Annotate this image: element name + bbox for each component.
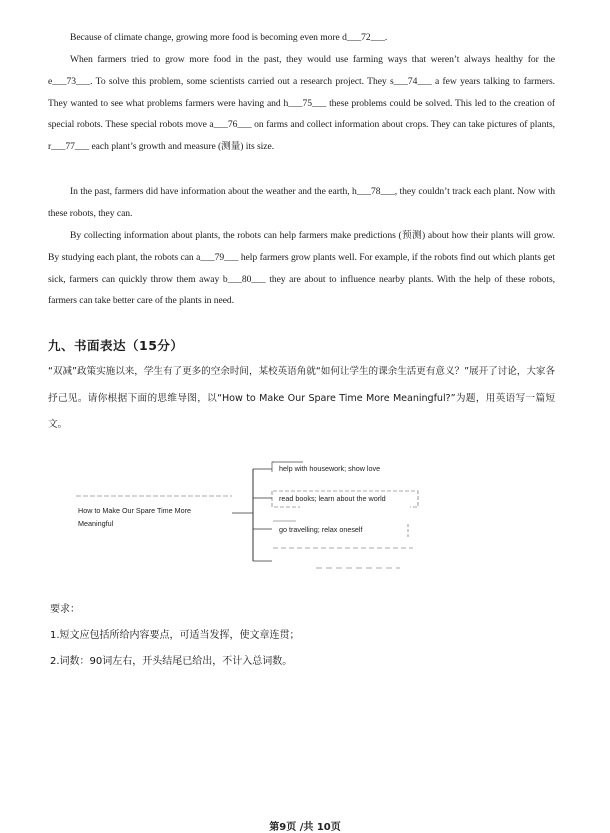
page-number: 第9页 /共 10页 [269,822,341,833]
requirement-item-2: 2.词数：90词左右，开头结尾已给出，不计入总词数。 [50,656,293,667]
requirements-title: 要求： [50,604,80,615]
passage-paragraph-2: When farmers tried to grow more food in the past, they would use farming ways that weren’t always healthy for the e___73___. To solve this problem, some scientists carried out a research project. They s___74___ a few years talking to farmers. They wanted to see what problems farmers were having and h___75___ these problems could be solved. This led to the creation of special robots. These special robots move a___76___ on farms and collect information about crops. They can take pictures of plants, r___77___ each plant’s growth and measure (测量) its size. [48,54,555,153]
section-heading: 九、书面表达（15分） [48,338,184,353]
requirement-item-1: 1.短文应包括所给内容要点，可适当发挥，使文章连贯； [50,630,300,641]
mind-map-center-text: How to Make Our Spare Time More Meaningful [78,506,192,528]
passage-paragraph-1: Because of climate change, growing more food is becoming even more d___72___. [70,32,388,43]
mind-map-branch-1: help with housework; show love [279,464,381,473]
mind-map-branch-2: read books; learn about the world [279,494,386,503]
writing-prompt: “双减”政策实施以来，学生有了更多的空余时间，某校英语角就“如何让学生的课余生活更有意义？”展开了讨论，大家各抒己见。请你根据下面的思维导图，以“How to Make Our Spare Time More Meaningful?”为题，用英语写一篇短文。 [48,366,555,430]
passage-paragraph-3: In the past, farmers did have information about the weather and the earth, h___78___, they couldn’t track each plant. Now with these robots, they can. [48,186,555,219]
mind-map-branch-3: go travelling; relax oneself [279,525,363,534]
mind-map-center-label [78,504,228,530]
passage-paragraph-4: By collecting information about plants, the robots can help farmers make predictions (预测) about how their plants will grow. By studying each plant, the robots can a___79___ help farmers grow plants well. For example, if the robots find out which plants get sick, farmers can quickly throw them away b___80___ they are about to influence nearby plants. With the help of these robots, farmers can take better care of the plants in need. [48,230,555,307]
mind-map [70,458,430,578]
